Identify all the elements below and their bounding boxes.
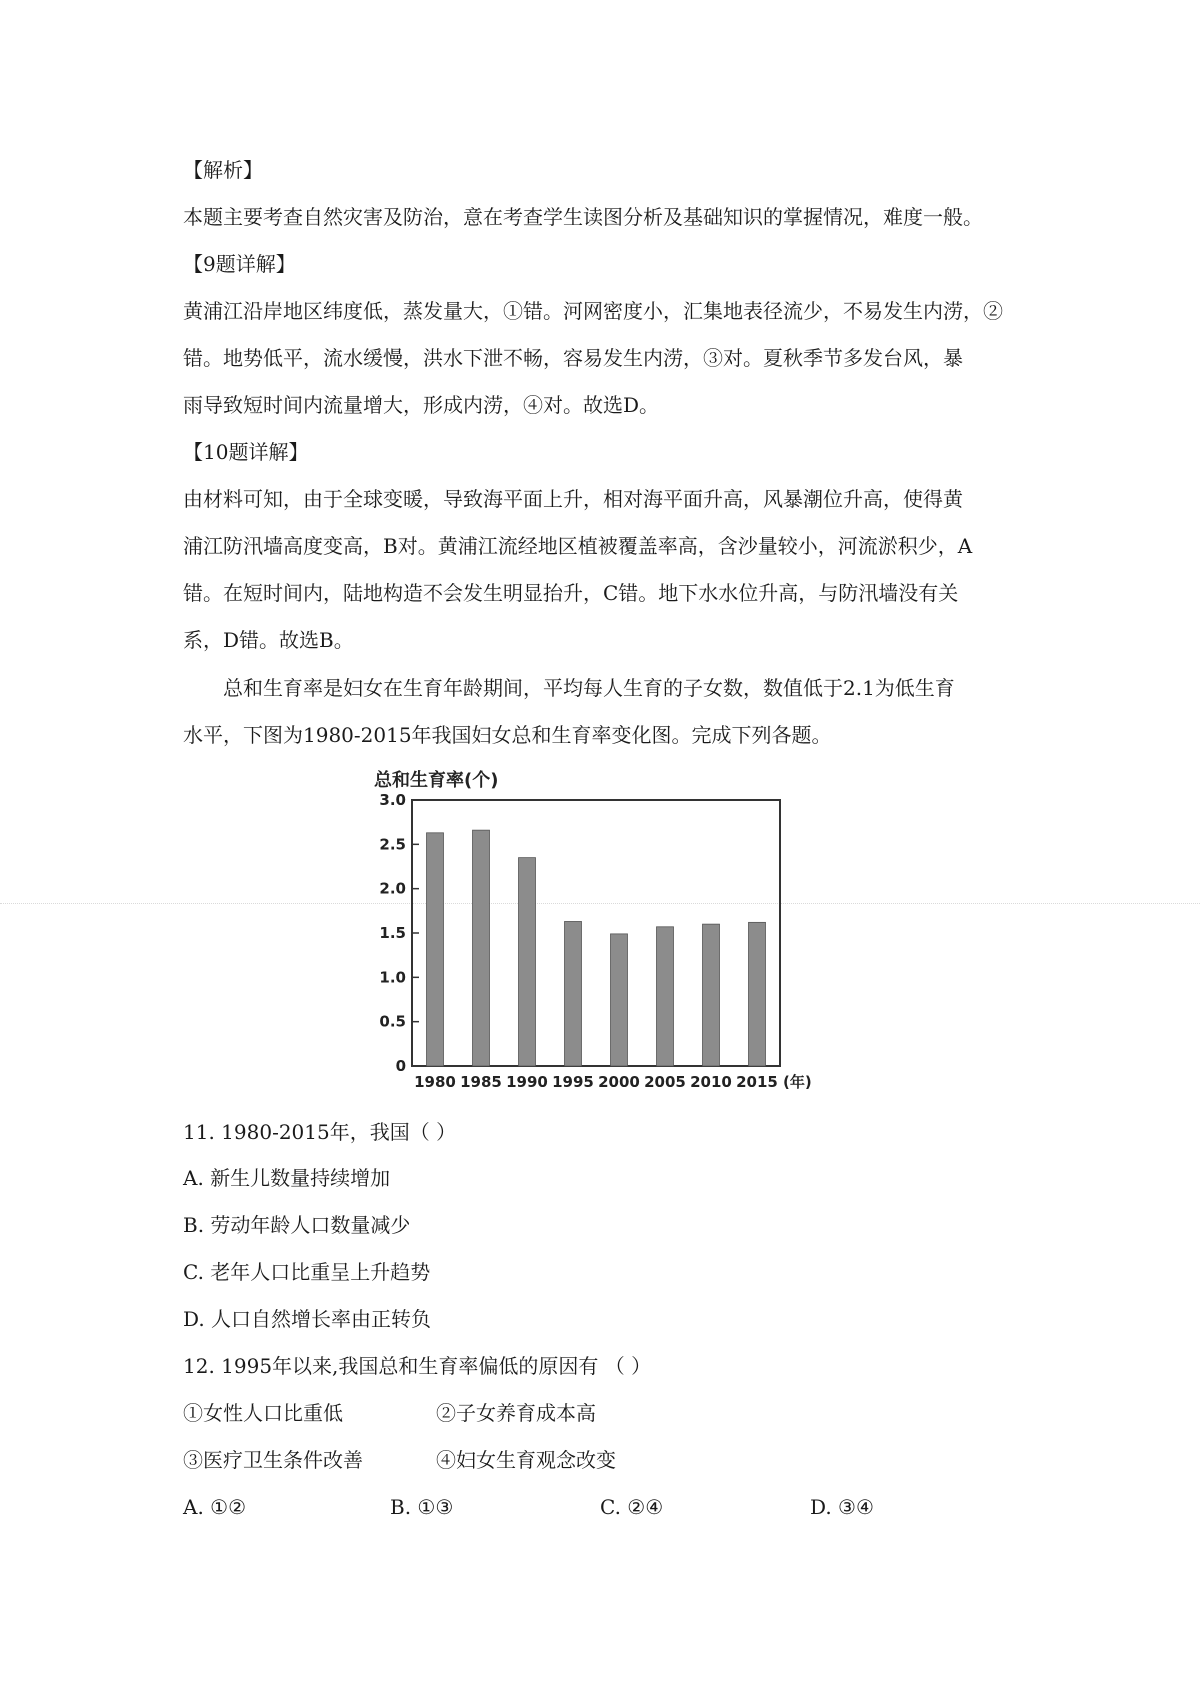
bar xyxy=(657,927,674,1066)
bar xyxy=(565,921,582,1066)
fertility-chart xyxy=(370,760,830,1105)
q9-line: 雨导致短时间内流量增大，形成内涝，④对。故选D。 xyxy=(183,393,660,417)
q11-option-a: A. 新生儿数量持续增加 xyxy=(183,1166,391,1190)
q9-line: 黄浦江沿岸地区纬度低，蒸发量大，①错。河网密度小，汇集地表径流少，不易发生内涝，② xyxy=(183,299,1003,323)
bar xyxy=(519,858,536,1066)
y-tick-label: 1.5 xyxy=(379,924,406,942)
intro-line: 总和生育率是妇女在生育年龄期间，平均每人生育的子女数，数值低于2.1为低生育 xyxy=(223,676,955,700)
q12-choice-d: D. ③④ xyxy=(810,1495,874,1519)
q10-heading: 【10题详解】 xyxy=(183,440,309,464)
y-tick-label: 2.0 xyxy=(379,879,406,898)
x-tick-label: 1985 xyxy=(460,1073,502,1091)
q12-choice-b: B. ①③ xyxy=(390,1495,454,1519)
q11-stem: 11. 1980-2015年，我国（ ） xyxy=(183,1120,457,1144)
q9-line: 错。地势低平，流水缓慢，洪水下泄不畅，容易发生内涝，③对。夏秋季节多发台风，暴 xyxy=(183,346,963,370)
x-tick-label: 2000 xyxy=(598,1073,640,1091)
x-axis-unit: (年) xyxy=(783,1073,812,1091)
y-tick-label: 0.5 xyxy=(379,1012,406,1031)
y-tick-label: 2.5 xyxy=(379,835,406,854)
x-tick-label: 1990 xyxy=(506,1073,548,1091)
analysis-text: 本题主要考查自然灾害及防治，意在考查学生读图分析及基础知识的掌握情况，难度一般。 xyxy=(183,205,983,229)
y-tick-label: 3.0 xyxy=(379,791,406,809)
q11-option-d: D. 人口自然增长率由正转负 xyxy=(183,1307,432,1331)
x-tick-label: 2005 xyxy=(644,1073,686,1091)
analysis-heading: 【解析】 xyxy=(183,158,263,182)
q12-stem: 12. 1995年以来,我国总和生育率偏低的原因有 （ ） xyxy=(183,1354,652,1378)
q12-item: ②子女养育成本高 xyxy=(436,1401,596,1425)
chart-svg xyxy=(370,760,830,1105)
q11-option-c: C. 老年人口比重呈上升趋势 xyxy=(183,1260,431,1284)
q12-item: ①女性人口比重低 xyxy=(183,1401,343,1425)
q12-item: ④妇女生育观念改变 xyxy=(436,1448,616,1472)
plot-frame xyxy=(412,800,780,1066)
x-tick-label: 1995 xyxy=(552,1073,594,1091)
q12-item: ③医疗卫生条件改善 xyxy=(183,1448,363,1472)
bar xyxy=(611,934,628,1066)
q10-line: 错。在短时间内，陆地构造不会发生明显抬升，C错。地下水水位升高，与防汛墙没有关 xyxy=(183,581,959,605)
q11-option-b: B. 劳动年龄人口数量减少 xyxy=(183,1213,411,1237)
q10-line: 系，D错。故选B。 xyxy=(183,628,354,652)
intro-line: 水平，下图为1980-2015年我国妇女总和生育率变化图。完成下列各题。 xyxy=(183,723,832,747)
x-tick-label: 1980 xyxy=(414,1073,456,1091)
x-tick-label: 2015 xyxy=(736,1073,778,1091)
q12-choice-a: A. ①② xyxy=(183,1495,247,1519)
y-tick-label: 0 xyxy=(395,1057,406,1075)
x-tick-label: 2010 xyxy=(690,1073,732,1091)
bar xyxy=(749,922,766,1066)
q10-line: 浦江防汛墙高度变高，B对。黄浦江流经地区植被覆盖率高，含沙量较小，河流淤积少，A xyxy=(183,534,973,558)
bar xyxy=(427,833,444,1066)
q12-choice-c: C. ②④ xyxy=(600,1495,664,1519)
q9-heading: 【9题详解】 xyxy=(183,252,296,276)
chart-title: 总和生育率(个) xyxy=(374,770,499,791)
bar xyxy=(473,830,490,1066)
bar xyxy=(703,924,720,1066)
y-tick-label: 1.0 xyxy=(379,968,406,987)
q10-line: 由材料可知，由于全球变暖，导致海平面上升，相对海平面升高，风暴潮位升高，使得黄 xyxy=(183,487,963,511)
